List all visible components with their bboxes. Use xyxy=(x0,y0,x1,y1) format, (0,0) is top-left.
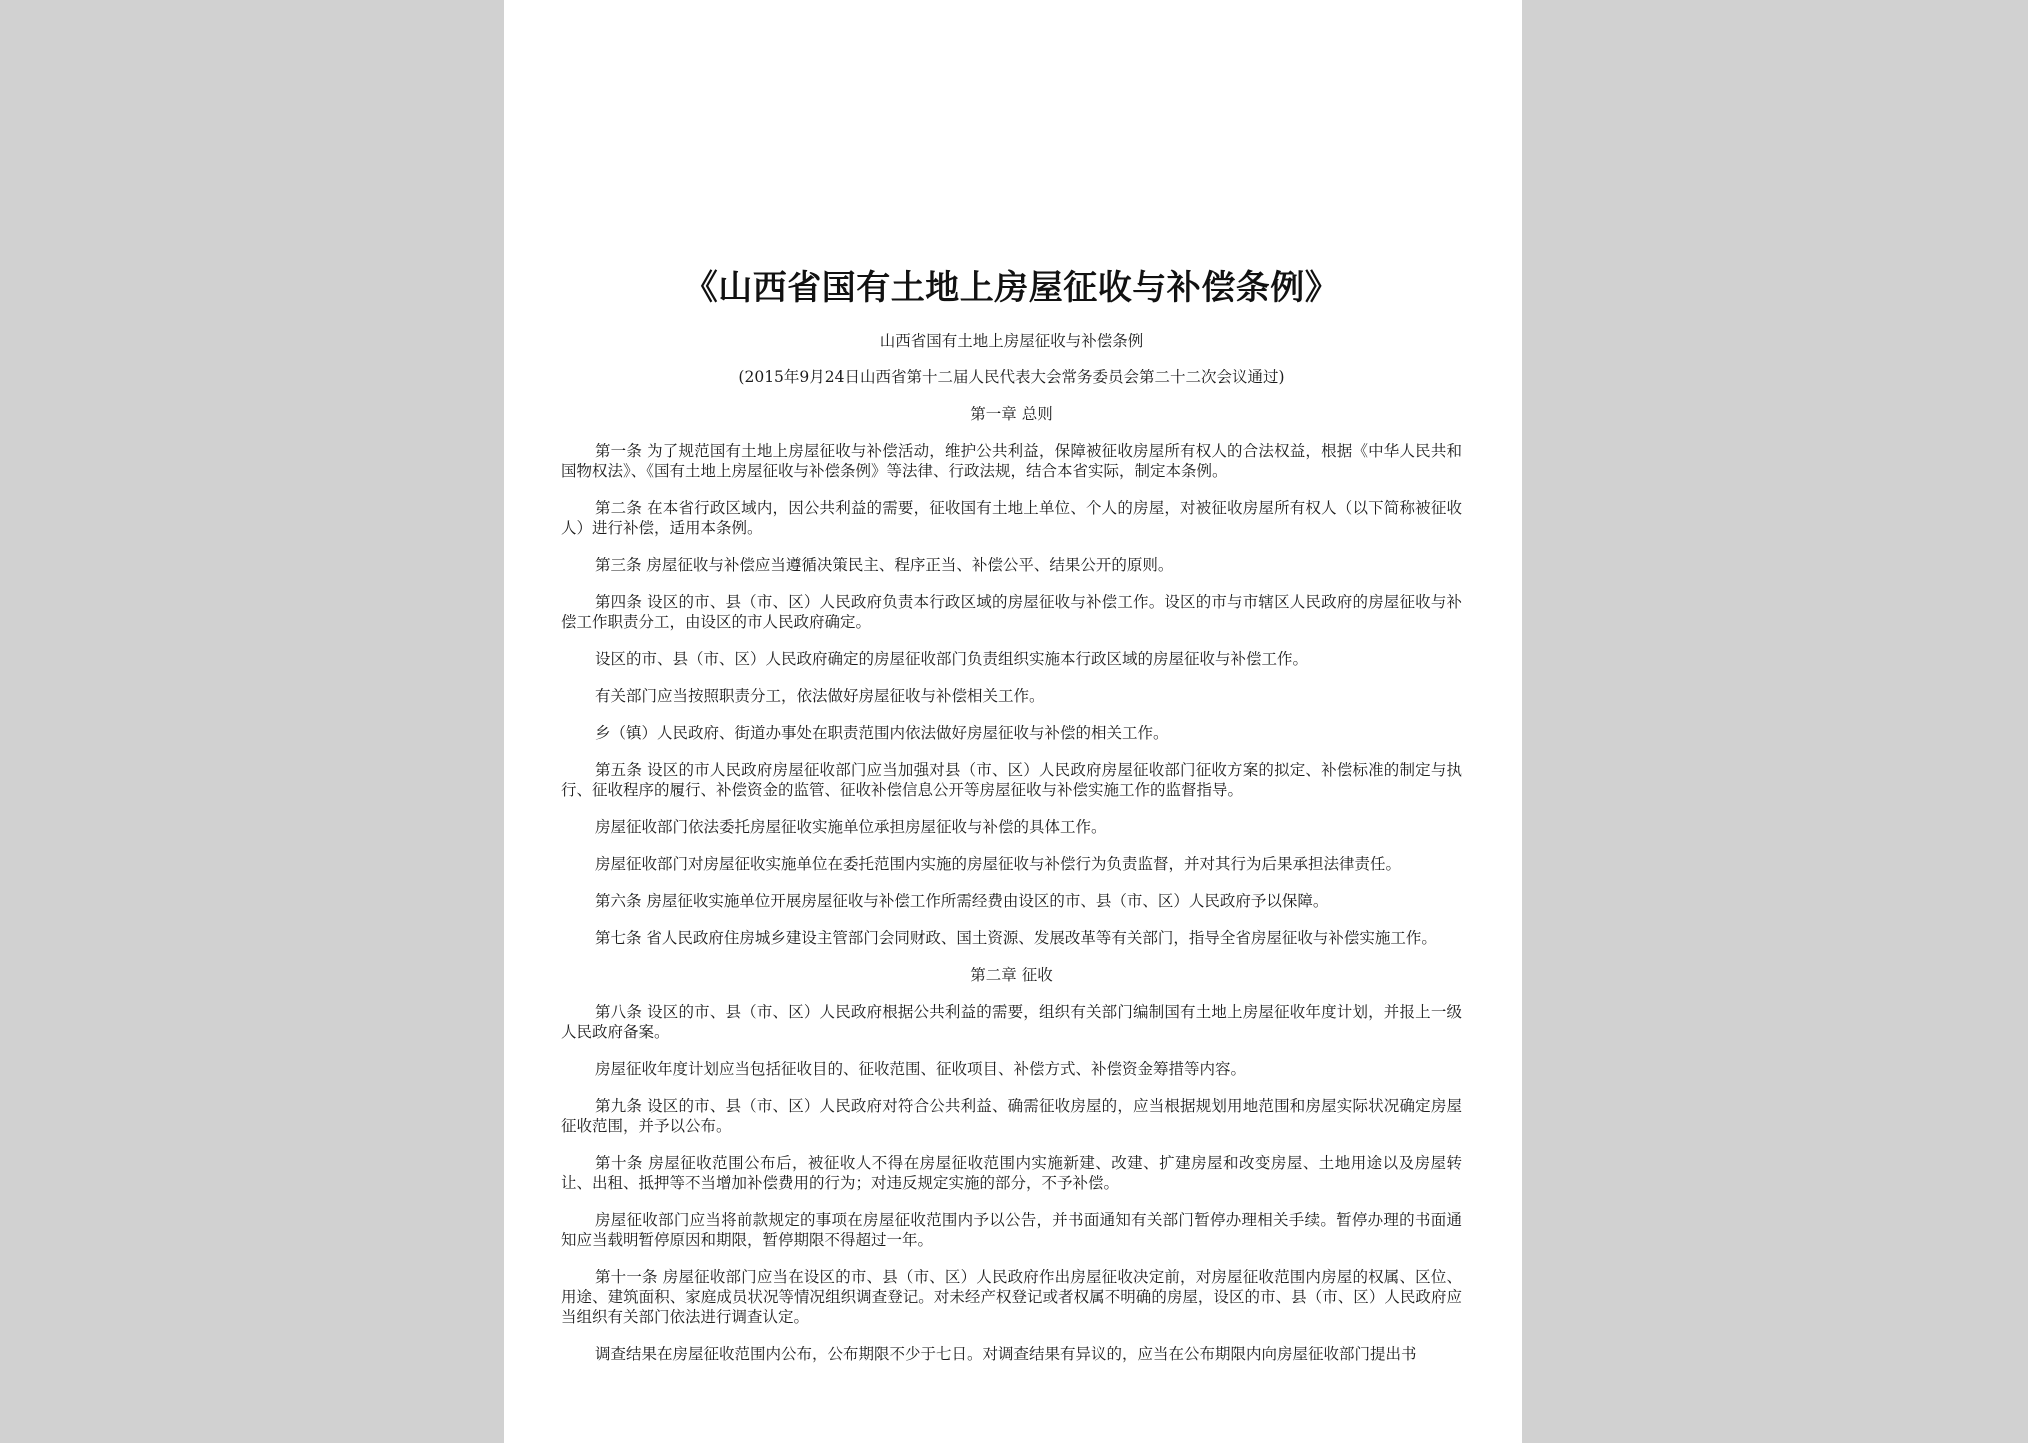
paragraph: 第一条 为了规范国有土地上房屋征收与补偿活动，维护公共利益，保障被征收房屋所有权人的合法权益，根据《中华人民共和国物权法》、《国有土地上房屋征收与补偿条例》等法律、行政法规，结合本省实际，制定本条例。 xyxy=(561,442,1462,480)
document-subtitle: 山西省国有土地上房屋征收与补偿条例 xyxy=(879,332,1144,350)
chapter-heading: 第二章 征收 xyxy=(970,966,1053,984)
paragraph: 设区的市、县（市、区）人民政府确定的房屋征收部门负责组织实施本行政区域的房屋征收与补偿工作。 xyxy=(595,650,1309,668)
paragraph: 第二条 在本省行政区域内，因公共利益的需要，征收国有土地上单位、个人的房屋，对被征收房屋所有权人（以下简称被征收人）进行补偿，适用本条例。 xyxy=(561,499,1462,537)
paragraph: 调查结果在房屋征收范围内公布，公布期限不少于七日。对调查结果有异议的，应当在公布期限内向房屋征收部门提出书 xyxy=(595,1345,1417,1363)
paragraph: 第六条 房屋征收实施单位开展房屋征收与补偿工作所需经费由设区的市、县（市、区）人民政府予以保障。 xyxy=(595,892,1329,910)
paragraph: 房屋征收部门依法委托房屋征收实施单位承担房屋征收与补偿的具体工作。 xyxy=(595,818,1107,836)
paragraph: 房屋征收部门应当将前款规定的事项在房屋征收范围内予以公告，并书面通知有关部门暂停办理相关手续。暂停办理的书面通知应当载明暂停原因和期限，暂停期限不得超过一年。 xyxy=(561,1211,1462,1249)
chapter-heading: 第一章 总则 xyxy=(970,405,1053,423)
paragraph: 第十条 房屋征收范围公布后，被征收人不得在房屋征收范围内实施新建、改建、扩建房屋和改变房屋、土地用途以及房屋转让、出租、抵押等不当增加补偿费用的行为；对违反规定实施的部分，不予补偿。 xyxy=(561,1154,1462,1192)
paragraph: 第七条 省人民政府住房城乡建设主管部门会同财政、国土资源、发展改革等有关部门，指导全省房屋征收与补偿实施工作。 xyxy=(595,929,1437,947)
paragraph: 第四条 设区的市、县（市、区）人民政府负责本行政区域的房屋征收与补偿工作。设区的市与市辖区人民政府的房屋征收与补偿工作职责分工，由设区的市人民政府确定。 xyxy=(561,593,1462,631)
paragraph: 第十一条 房屋征收部门应当在设区的市、县（市、区）人民政府作出房屋征收决定前，对房屋征收范围内房屋的权属、区位、用途、建筑面积、家庭成员状况等情况组织调查登记。对未经产权登记或者权属不明确的房屋，设区的市、县（市、区）人民政府应当组织有关部门依法进行调查认定。 xyxy=(561,1268,1462,1326)
paragraph: 第五条 设区的市人民政府房屋征收部门应当加强对县（市、区）人民政府房屋征收部门征收方案的拟定、补偿标准的制定与执行、征收程序的履行、补偿资金的监管、征收补偿信息公开等房屋征收与补偿实施工作的监督指导。 xyxy=(561,761,1462,799)
paragraph: 乡（镇）人民政府、街道办事处在职责范围内依法做好房屋征收与补偿的相关工作。 xyxy=(595,724,1169,742)
paragraph: 有关部门应当按照职责分工，依法做好房屋征收与补偿相关工作。 xyxy=(595,687,1045,705)
paragraph: 第九条 设区的市、县（市、区）人民政府对符合公共利益、确需征收房屋的，应当根据规划用地范围和房屋实际状况确定房屋征收范围，并予以公布。 xyxy=(561,1097,1462,1135)
document-adoption-note: (2015年9月24日山西省第十二届人民代表大会常务委员会第二十二次会议通过) xyxy=(738,368,1285,386)
paragraph: 房屋征收年度计划应当包括征收目的、征收范围、征收项目、补偿方式、补偿资金筹措等内容。 xyxy=(595,1060,1247,1078)
paragraph: 第三条 房屋征收与补偿应当遵循决策民主、程序正当、补偿公平、结果公开的原则。 xyxy=(595,556,1174,574)
paragraph: 房屋征收部门对房屋征收实施单位在委托范围内实施的房屋征收与补偿行为负责监督，并对其行为后果承担法律责任。 xyxy=(595,855,1402,873)
paragraph: 第八条 设区的市、县（市、区）人民政府根据公共利益的需要，组织有关部门编制国有土地上房屋征收年度计划，并报上一级人民政府备案。 xyxy=(561,1003,1462,1041)
document-title: 《山西省国有土地上房屋征收与补偿条例》 xyxy=(683,268,1340,308)
document-page xyxy=(504,0,1522,1443)
